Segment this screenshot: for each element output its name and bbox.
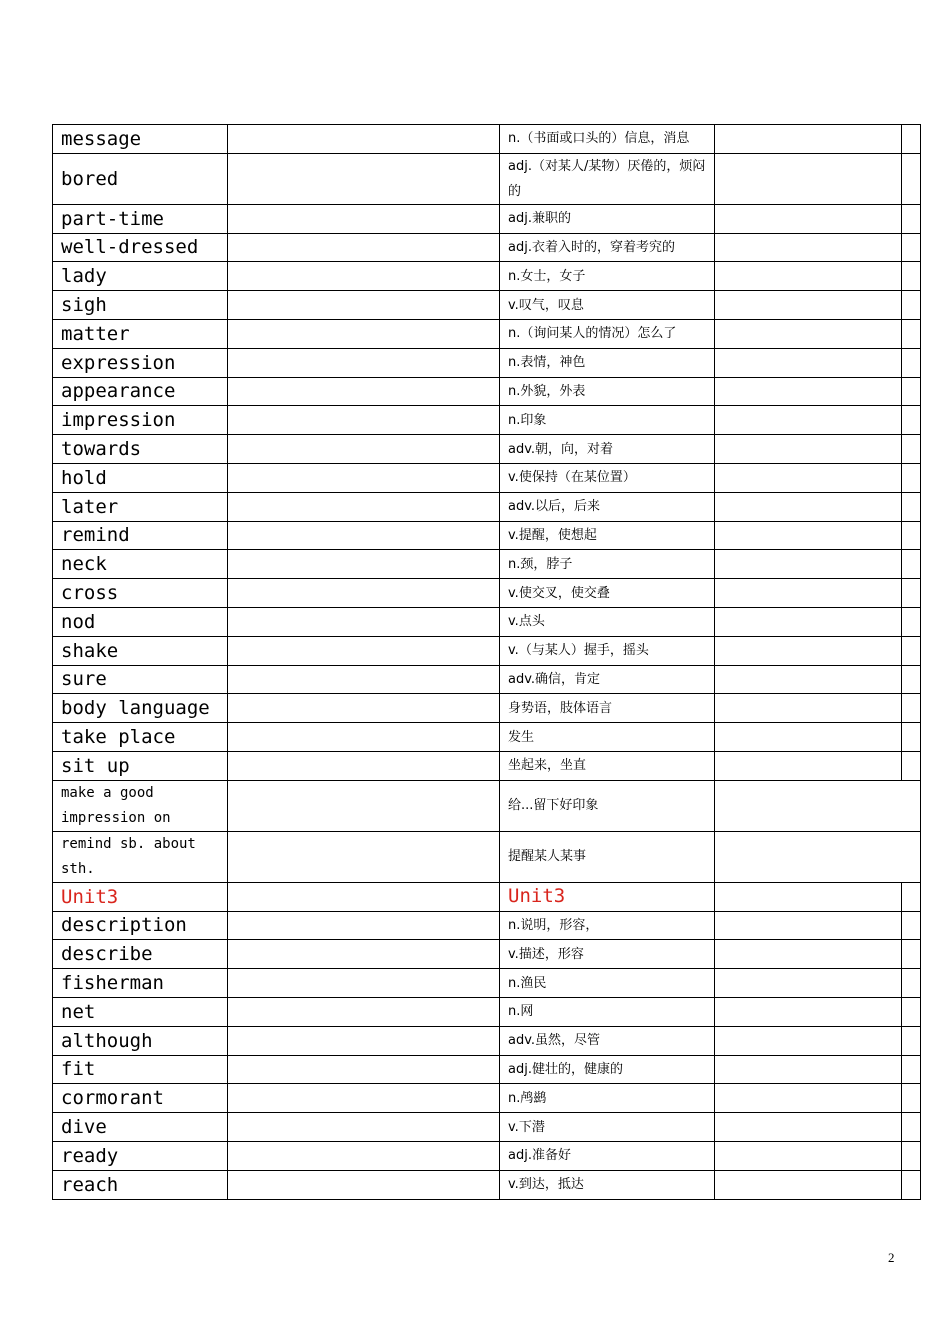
word-text: net [61,1000,96,1023]
word-cell [53,1055,228,1084]
note-cell [715,723,902,752]
meaning-cell [500,153,715,204]
word-text: dive [61,1116,107,1138]
note-cell [715,751,902,780]
narrow-cell [902,969,921,998]
word-cell [53,997,228,1026]
meaning-text: n.印象 [508,412,547,428]
narrow-cell [902,348,921,377]
meaning-text: n.外貌，外表 [508,383,586,399]
note-cell [715,1084,902,1113]
meaning-text: v.使保持（在某位置） [508,470,636,486]
narrow-cell [902,665,921,694]
narrow-cell [902,636,921,665]
meaning-cell [500,579,715,608]
word-cell [53,262,228,291]
note-cell [715,262,902,291]
meaning-cell [500,348,715,377]
table-row [53,1055,921,1084]
word-cell [53,463,228,492]
meaning-cell [500,262,715,291]
meaning-text: 给...留下好印象 [508,798,599,814]
note-cell [715,291,902,320]
word-text: cross [61,582,119,605]
meaning-cell [500,463,715,492]
table-row [53,406,921,435]
meaning-cell [500,969,715,998]
note-cell [715,694,902,723]
meaning-cell [500,521,715,550]
note-cell [715,550,902,579]
blank-cell [228,406,500,435]
narrow-cell [902,694,921,723]
note-cell [715,940,902,969]
note-cell [715,125,902,154]
word-text: although [61,1029,153,1052]
word-text: expression [61,351,176,374]
note-cell [715,607,902,636]
narrow-cell [902,579,921,608]
narrow-cell [902,1084,921,1113]
table-row [53,291,921,320]
table-row [53,262,921,291]
narrow-cell [902,204,921,233]
narrow-cell [902,319,921,348]
meaning-text: v.下潜 [508,1119,545,1135]
word-text: part-time [61,207,164,230]
note-cell [715,579,902,608]
word-text: body language [61,697,210,720]
meaning-cell [500,831,715,882]
narrow-cell [902,911,921,940]
blank-cell [228,233,500,262]
blank-cell [228,262,500,291]
table-row [53,831,921,882]
blank-cell [228,348,500,377]
word-cell [53,911,228,940]
blank-cell [228,751,500,780]
meaning-cell [500,997,715,1026]
meaning-cell [500,550,715,579]
narrow-cell [902,1026,921,1055]
word-cell [53,694,228,723]
meaning-cell [500,723,715,752]
meaning-cell [500,125,715,154]
narrow-cell [902,377,921,406]
word-cell [53,492,228,521]
word-cell [53,521,228,550]
meaning-cell [500,1113,715,1142]
table-row [53,125,921,154]
meaning-cell [500,1084,715,1113]
table-row [53,204,921,233]
blank-cell [228,636,500,665]
vocabulary-table [52,124,921,1200]
meaning-text: adj.兼职的 [508,211,571,227]
note-cell [715,406,902,435]
blank-cell [228,435,500,464]
meaning-text: v.（与某人）握手，摇头 [508,643,649,659]
meaning-text: adj.准备好 [508,1148,571,1164]
meaning-cell [500,911,715,940]
meaning-cell [500,406,715,435]
note-cell [715,319,902,348]
narrow-cell [902,882,921,911]
word-cell [53,607,228,636]
table-row [53,435,921,464]
note-cell [715,665,902,694]
note-cell [715,636,902,665]
word-cell [53,435,228,464]
note-cell [715,997,902,1026]
word-cell [53,550,228,579]
word-text: matter [61,322,130,345]
blank-cell [228,291,500,320]
table-row [53,579,921,608]
blank-cell [228,1170,500,1199]
note-cell [715,435,902,464]
meaning-text: adj.（对某人/某物）厌倦的，烦闷的 [508,158,706,199]
table-row [53,1113,921,1142]
meaning-text: n.渔民 [508,975,547,991]
meaning-text: v.叹气，叹息 [508,297,584,313]
word-text: remind [61,524,130,547]
table-row [53,940,921,969]
blank-cell [228,882,500,911]
blank-cell [228,607,500,636]
word-text: take place [61,726,176,749]
blank-cell [228,463,500,492]
word-cell [53,233,228,262]
word-text: describe [61,943,153,966]
unit-heading-meaning: Unit3 [508,885,566,908]
table-row [53,1026,921,1055]
meaning-text: adv.以后，后来 [508,499,601,515]
word-text: sure [61,668,107,691]
narrow-cell [902,492,921,521]
word-cell [53,723,228,752]
note-cell [715,969,902,998]
blank-cell [228,204,500,233]
meaning-cell [500,377,715,406]
table-row [53,1170,921,1199]
table-row [53,607,921,636]
word-text: remind sb. about sth. [61,835,196,877]
table-row [53,1141,921,1170]
meaning-cell [500,492,715,521]
blank-cell [228,911,500,940]
blank-cell [228,1055,500,1084]
meaning-cell [500,1055,715,1084]
meaning-cell [500,780,715,831]
blank-cell [228,319,500,348]
blank-cell [228,694,500,723]
word-text: ready [61,1144,119,1167]
word-text: nod [61,610,96,633]
meaning-text: v.描述，形容 [508,946,584,962]
table-row [53,521,921,550]
word-cell [53,579,228,608]
meaning-cell [500,233,715,262]
blank-cell [228,377,500,406]
note-cell [715,521,902,550]
word-cell [53,831,228,882]
meaning-cell [500,319,715,348]
narrow-cell [902,406,921,435]
meaning-cell [500,882,715,911]
blank-cell [228,1141,500,1170]
meaning-text: n.鸬鹚 [508,1090,547,1106]
word-cell [53,153,228,204]
word-cell [53,1141,228,1170]
word-cell [53,882,228,911]
table-row [53,694,921,723]
word-text: appearance [61,380,176,403]
note-cell [715,492,902,521]
meaning-text: adv.虽然，尽管 [508,1033,601,1049]
meaning-text: n.网 [508,1004,534,1020]
word-text: bored [61,167,119,190]
narrow-cell [902,463,921,492]
table-row [53,636,921,665]
word-text: hold [61,466,107,489]
unit-heading: Unit3 [61,885,119,908]
table-row [53,751,921,780]
meaning-cell [500,291,715,320]
word-cell [53,125,228,154]
blank-cell [228,831,500,882]
note-cell [715,1141,902,1170]
note-cell [715,233,902,262]
word-text: fit [61,1058,96,1081]
meaning-text: v.点头 [508,614,545,630]
word-text: reach [61,1173,119,1196]
table-row [53,723,921,752]
word-text: sigh [61,294,107,317]
word-cell [53,291,228,320]
note-cell [715,348,902,377]
meaning-cell [500,940,715,969]
note-cell [715,911,902,940]
meaning-text: 身势语，肢体语言 [508,700,613,716]
note-cell [715,377,902,406]
blank-cell [228,153,500,204]
blank-cell [228,723,500,752]
word-text: cormorant [61,1087,164,1110]
note-cell [715,1113,902,1142]
blank-cell [228,521,500,550]
meaning-cell [500,204,715,233]
meaning-cell [500,1141,715,1170]
meaning-text: n.女士，女子 [508,268,586,284]
word-text: towards [61,438,142,461]
blank-cell [228,969,500,998]
meaning-cell [500,435,715,464]
blank-cell [228,940,500,969]
table-row [53,153,921,204]
meaning-text: 发生 [508,729,535,745]
meaning-cell [500,665,715,694]
meaning-text: adv.朝，向，对着 [508,441,614,457]
word-cell [53,377,228,406]
narrow-cell [902,550,921,579]
meaning-text: adj.健壮的，健康的 [508,1061,623,1077]
word-text: description [61,914,187,937]
blank-cell [228,665,500,694]
meaning-text: n.说明，形容， [508,917,599,933]
word-cell [53,1170,228,1199]
table-row [53,969,921,998]
word-cell [53,319,228,348]
table-row [53,348,921,377]
table-row [53,463,921,492]
word-text: later [61,495,119,518]
word-cell [53,348,228,377]
word-cell [53,204,228,233]
note-cell [715,153,902,204]
meaning-text: 坐起来，坐直 [508,758,587,774]
narrow-cell [902,125,921,154]
meaning-cell [500,1026,715,1055]
word-cell [53,780,228,831]
meaning-cell [500,1170,715,1199]
narrow-cell [902,153,921,204]
narrow-cell [902,723,921,752]
word-cell [53,1113,228,1142]
table-row [53,1084,921,1113]
table-row [53,492,921,521]
table-row [53,233,921,262]
meaning-text: v.提醒，使想起 [508,527,597,543]
meaning-text: adv.确信，肯定 [508,671,601,687]
narrow-cell [902,1141,921,1170]
word-text: impression [61,409,176,432]
meaning-text: n.（书面或口头的）信息，消息 [508,131,690,147]
narrow-cell [902,997,921,1026]
word-cell [53,969,228,998]
note-cell [715,831,921,882]
word-text: make a good impression on [61,784,171,826]
narrow-cell [902,521,921,550]
word-cell [53,665,228,694]
word-text: sit up [61,754,130,777]
word-cell [53,406,228,435]
meaning-text: n.（询问某人的情况）怎么了 [508,326,677,342]
narrow-cell [902,751,921,780]
word-text: well-dressed [61,236,199,259]
blank-cell [228,997,500,1026]
meaning-cell [500,636,715,665]
table-row [53,911,921,940]
blank-cell [228,780,500,831]
narrow-cell [902,262,921,291]
word-text: neck [61,553,107,576]
word-cell [53,636,228,665]
note-cell [715,1170,902,1199]
blank-cell [228,125,500,154]
table-row [53,780,921,831]
narrow-cell [902,1113,921,1142]
meaning-text: v.使交叉，使交叠 [508,585,610,601]
table-row [53,997,921,1026]
blank-cell [228,579,500,608]
meaning-cell [500,694,715,723]
table-row [53,377,921,406]
vocabulary-table-body [53,125,921,1200]
narrow-cell [902,233,921,262]
table-row [53,882,921,911]
note-cell [715,463,902,492]
meaning-text: 提醒某人某事 [508,849,587,865]
note-cell [715,780,921,831]
blank-cell [228,1026,500,1055]
table-row [53,319,921,348]
table-row [53,665,921,694]
narrow-cell [902,1055,921,1084]
meaning-text: n.表情，神色 [508,355,586,371]
narrow-cell [902,435,921,464]
blank-cell [228,1084,500,1113]
note-cell [715,1026,902,1055]
word-text: lady [61,265,107,288]
table-row [53,550,921,579]
word-text: shake [61,639,119,662]
narrow-cell [902,1170,921,1199]
note-cell [715,204,902,233]
meaning-cell [500,751,715,780]
meaning-cell [500,607,715,636]
blank-cell [228,492,500,521]
page-number: 2 [888,1250,895,1265]
narrow-cell [902,291,921,320]
word-cell [53,1084,228,1113]
blank-cell [228,1113,500,1142]
narrow-cell [902,607,921,636]
meaning-text: v.到达，抵达 [508,1177,584,1193]
meaning-text: adj.衣着入时的，穿着考究的 [508,239,675,255]
note-cell [715,882,902,911]
word-cell [53,940,228,969]
word-cell [53,1026,228,1055]
meaning-text: n.颈，脖子 [508,556,573,572]
word-cell [53,751,228,780]
word-text: fisherman [61,972,164,995]
word-text: message [61,127,142,150]
narrow-cell [902,940,921,969]
note-cell [715,1055,902,1084]
blank-cell [228,550,500,579]
